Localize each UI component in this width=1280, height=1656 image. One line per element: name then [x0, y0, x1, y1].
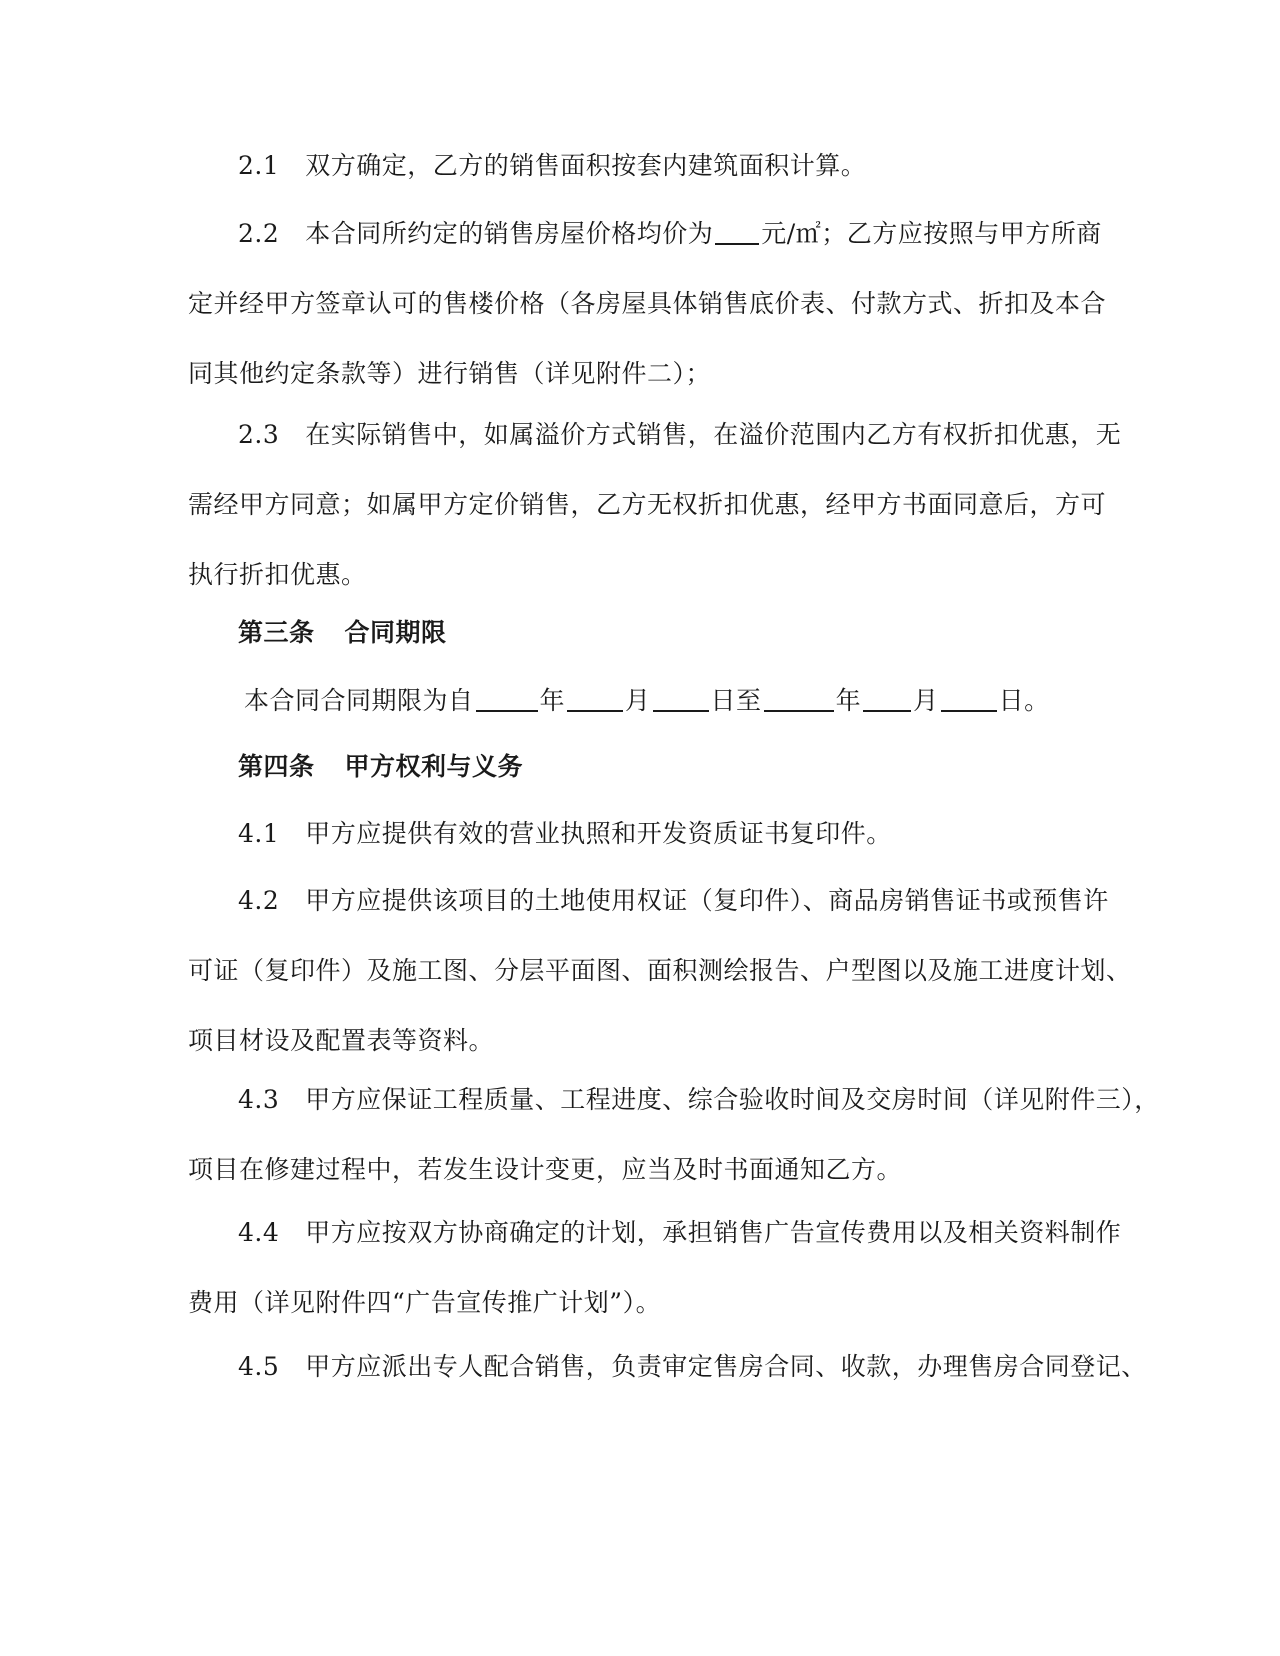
article-3-heading [188, 598, 1088, 668]
clause-text: 可证（复印件）及施工图、分层平面图、面积测绘报告、户型图以及施工进度计划、 [188, 956, 1132, 985]
clause-number: 4.4 [238, 1218, 280, 1247]
start-day-blank [653, 688, 709, 712]
clause-4-5 [188, 1332, 1147, 1402]
period-text: 本合同合同期限为自 [244, 686, 474, 715]
clause-2-3 [188, 400, 1122, 610]
clause-text: 需经甲方同意；如属甲方定价销售，乙方无权折扣优惠，经甲方书面同意后，方可 [188, 490, 1107, 519]
end-month-blank [863, 688, 911, 712]
clause-text: 本合同所约定的销售房屋价格均价为 [305, 219, 714, 248]
clause-text: 同其他约定条款等）进行销售（详见附件二）； [188, 359, 712, 388]
clause-text: 双方确定，乙方的销售面积按套内建筑面积计算。 [305, 151, 867, 180]
price-blank [715, 221, 759, 245]
end-day-blank [941, 688, 997, 712]
clause-2-1 [188, 131, 1088, 201]
article-4-heading [188, 732, 1088, 802]
article-number: 第四条 [238, 752, 315, 781]
article-number: 第三条 [238, 618, 315, 647]
clause-text: 甲方应派出专人配合销售，负责审定售房合同、收款，办理售房合同登记、 [305, 1352, 1147, 1381]
clause-number: 4.3 [238, 1085, 280, 1114]
clause-text: 项目材设及配置表等资料。 [188, 1026, 495, 1055]
clause-4-4 [188, 1198, 1122, 1338]
article-title: 甲方权利与义务 [344, 752, 524, 781]
clause-4-2 [188, 866, 1132, 1076]
month-label: 月 [625, 686, 651, 715]
clause-text: 甲方应按双方协商确定的计划，承担销售广告宣传费用以及相关资料制作 [305, 1218, 1122, 1247]
clause-text: 甲方应提供有效的营业执照和开发资质证书复印件。 [305, 819, 892, 848]
clause-number: 2.2 [238, 219, 280, 248]
month-label: 月 [913, 686, 939, 715]
clause-number: 4.5 [238, 1352, 280, 1381]
clause-text: 元/㎡；乙方应按照与甲方所商 [761, 219, 1102, 248]
day-to-label: 日至 [710, 686, 762, 715]
clause-text: 甲方应提供该项目的土地使用权证（复印件）、商品房销售证书或预售许 [305, 886, 1109, 915]
clause-text: 项目在修建过程中，若发生设计变更，应当及时书面通知乙方。 [188, 1155, 903, 1184]
year-label: 年 [835, 686, 862, 715]
clause-text: 定并经甲方签章认可的售楼价格（各房屋具体销售底价表、付款方式、折扣及本合 [188, 289, 1107, 318]
clause-number: 2.3 [238, 420, 280, 449]
clause-text: 在实际销售中，如属溢价方式销售，在溢价范围内乙方有权折扣优惠，无 [305, 420, 1122, 449]
clause-number: 2.1 [238, 151, 280, 180]
clause-4-1 [188, 799, 1088, 869]
clause-text: 费用（详见附件四“广告宣传推广计划”）。 [188, 1288, 662, 1317]
article-title: 合同期限 [344, 618, 447, 647]
day-end-label: 日。 [998, 686, 1050, 715]
clause-text: 执行折扣优惠。 [188, 560, 367, 589]
contract-period [188, 666, 1088, 736]
start-month-blank [567, 688, 623, 712]
year-label: 年 [539, 686, 566, 715]
clause-4-3 [188, 1065, 1160, 1205]
clause-number: 4.2 [238, 886, 280, 915]
clause-text: 甲方应保证工程质量、工程进度、综合验收时间及交房时间（详见附件三）， [305, 1085, 1160, 1114]
start-year-blank [476, 688, 538, 712]
clause-2-2 [188, 199, 1107, 409]
clause-number: 4.1 [238, 819, 280, 848]
end-year-blank [764, 688, 834, 712]
